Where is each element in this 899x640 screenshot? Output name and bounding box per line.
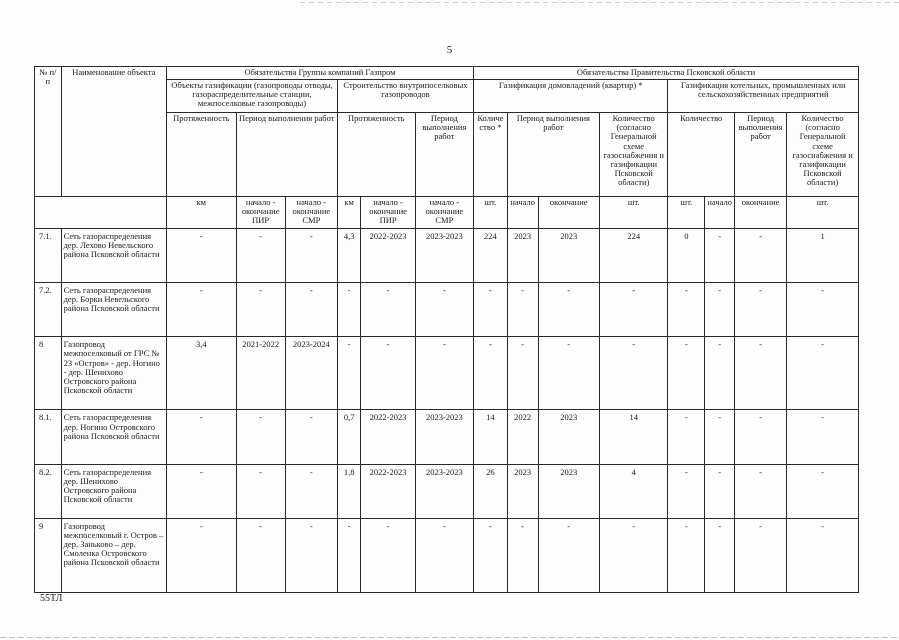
row-number: 8 bbox=[35, 337, 62, 410]
data-cell: - bbox=[167, 464, 237, 518]
data-cell: - bbox=[735, 410, 787, 464]
unit-cell: окончание bbox=[735, 197, 787, 229]
table-header bbox=[35, 67, 859, 229]
data-cell: - bbox=[668, 464, 705, 518]
table-row bbox=[35, 410, 859, 464]
data-cell: - bbox=[705, 229, 735, 283]
header-length-2: Протяженность bbox=[337, 113, 415, 197]
data-cell: 224 bbox=[599, 229, 668, 283]
data-cell: - bbox=[599, 518, 668, 592]
data-cell: - bbox=[735, 464, 787, 518]
header-name: Наименование объекта bbox=[61, 67, 166, 197]
unit-cell: шт. bbox=[787, 197, 859, 229]
data-cell: - bbox=[337, 283, 361, 337]
data-cell: - bbox=[236, 410, 285, 464]
unit-cell: начало bbox=[507, 197, 538, 229]
unit-cell: шт. bbox=[474, 197, 508, 229]
table-row bbox=[35, 283, 859, 337]
data-cell: 2023 bbox=[507, 229, 538, 283]
data-cell: - bbox=[787, 337, 859, 410]
data-cell: - bbox=[668, 410, 705, 464]
data-cell: - bbox=[705, 464, 735, 518]
data-cell: - bbox=[285, 410, 337, 464]
table-row bbox=[35, 229, 859, 283]
object-name: Сеть газораспределения дер. Лехово Невельского района Псковской области bbox=[61, 229, 166, 283]
data-cell: - bbox=[668, 283, 705, 337]
data-cell: 3,4 bbox=[167, 337, 237, 410]
header-period-3: Период выполнения работ bbox=[507, 113, 599, 197]
row-number: 7.2. bbox=[35, 283, 62, 337]
data-cell: - bbox=[735, 337, 787, 410]
data-cell: - bbox=[787, 464, 859, 518]
data-cell: - bbox=[705, 283, 735, 337]
data-cell: - bbox=[167, 229, 237, 283]
data-cell: - bbox=[361, 518, 415, 592]
units-blank bbox=[35, 197, 167, 229]
data-cell: - bbox=[538, 337, 599, 410]
data-cell: - bbox=[415, 337, 473, 410]
header-gas-objects: Объекты газификации (газопроводы отводы, газораспределительные станции, межпоселковые газопроводы) bbox=[167, 80, 338, 113]
header-boiler-gasification: Газификация котельных, промышленных или сельскохозяйственных предприятий bbox=[668, 80, 859, 113]
data-cell: - bbox=[236, 464, 285, 518]
data-cell: - bbox=[285, 518, 337, 592]
header-period-4: Период выполнения работ bbox=[735, 113, 787, 197]
unit-cell: окончание bbox=[538, 197, 599, 229]
data-cell: - bbox=[538, 518, 599, 592]
scan-edge-bottom bbox=[0, 637, 899, 638]
data-cell: 2023 bbox=[507, 464, 538, 518]
data-cell: 2021-2022 bbox=[236, 337, 285, 410]
data-cell: - bbox=[787, 283, 859, 337]
data-cell: 1,8 bbox=[337, 464, 361, 518]
data-cell: - bbox=[285, 229, 337, 283]
data-cell: - bbox=[167, 283, 237, 337]
data-cell: - bbox=[705, 410, 735, 464]
footer-code: 55ТЛ bbox=[40, 593, 63, 604]
unit-cell: км bbox=[337, 197, 361, 229]
header-quantity-2: Количество bbox=[668, 113, 735, 197]
header-household-gasification: Газификация домовладений (квартир) * bbox=[474, 80, 668, 113]
unit-cell: начало - окончание ПИР bbox=[361, 197, 415, 229]
data-cell: 1 bbox=[787, 229, 859, 283]
data-cell: - bbox=[787, 518, 859, 592]
data-cell: - bbox=[705, 518, 735, 592]
data-cell: - bbox=[507, 283, 538, 337]
data-cell: - bbox=[474, 337, 508, 410]
data-cell: 2023 bbox=[538, 464, 599, 518]
unit-cell: шт. bbox=[599, 197, 668, 229]
data-cell: 2022-2023 bbox=[361, 410, 415, 464]
data-cell: - bbox=[507, 337, 538, 410]
data-cell: - bbox=[167, 410, 237, 464]
header-pskov-government: Обязательства Правительства Псковской области bbox=[474, 67, 859, 80]
row-number: 8.1. bbox=[35, 410, 62, 464]
data-cell: - bbox=[236, 229, 285, 283]
data-cell: 14 bbox=[599, 410, 668, 464]
data-cell: 2023 bbox=[538, 410, 599, 464]
data-cell: - bbox=[167, 518, 237, 592]
object-name: Сеть газораспределения дер. Борки Невельского района Псковской области bbox=[61, 283, 166, 337]
data-cell: - bbox=[236, 283, 285, 337]
data-cell: 2023 bbox=[538, 229, 599, 283]
data-cell: - bbox=[538, 283, 599, 337]
table-row bbox=[35, 337, 859, 410]
header-gazprom-group: Обязательства Группы компаний Газпром bbox=[167, 67, 474, 80]
data-cell: - bbox=[415, 283, 473, 337]
data-cell: - bbox=[337, 337, 361, 410]
data-cell: - bbox=[361, 337, 415, 410]
header-internal-pipelines: Строительство внутрипоселковых газопроводов bbox=[337, 80, 473, 113]
unit-cell: начало - окончание СМР bbox=[415, 197, 473, 229]
header-period-1: Период выполнения работ bbox=[236, 113, 337, 197]
row-number: 8.2. bbox=[35, 464, 62, 518]
data-cell: 2022 bbox=[507, 410, 538, 464]
data-cell: 224 bbox=[474, 229, 508, 283]
unit-cell: шт. bbox=[668, 197, 705, 229]
data-cell: - bbox=[787, 410, 859, 464]
table-row bbox=[35, 518, 859, 592]
obligations-table bbox=[34, 66, 859, 593]
object-name: Газопровод межпоселковый г. Остров – дер. Заньково – дер. Смоленка Островского района Псковской области bbox=[61, 518, 166, 592]
data-cell: - bbox=[735, 518, 787, 592]
data-cell: - bbox=[599, 283, 668, 337]
data-cell: - bbox=[507, 518, 538, 592]
data-cell: - bbox=[735, 229, 787, 283]
data-cell: 2023-2023 bbox=[415, 410, 473, 464]
data-cell: 26 bbox=[474, 464, 508, 518]
data-cell: - bbox=[599, 337, 668, 410]
unit-cell: км bbox=[167, 197, 237, 229]
unit-cell: начало - окончание ПИР bbox=[236, 197, 285, 229]
data-cell: 4,3 bbox=[337, 229, 361, 283]
data-cell: 2022-2023 bbox=[361, 464, 415, 518]
data-cell: 4 bbox=[599, 464, 668, 518]
data-cell: - bbox=[668, 518, 705, 592]
header-num: № п/п bbox=[35, 67, 62, 197]
page-number: 5 bbox=[446, 44, 453, 56]
row-number: 9 bbox=[35, 518, 62, 592]
data-cell: - bbox=[285, 283, 337, 337]
data-cell: - bbox=[735, 283, 787, 337]
data-cell: - bbox=[415, 518, 473, 592]
data-cell: - bbox=[337, 518, 361, 592]
data-cell: 2023-2024 bbox=[285, 337, 337, 410]
data-cell: 0,7 bbox=[337, 410, 361, 464]
header-quantity-1: Количество * bbox=[474, 113, 508, 197]
header-period-2: Период выполнения работ bbox=[415, 113, 473, 197]
data-cell: - bbox=[285, 464, 337, 518]
header-quantity-scheme-1: Количество (согласно Генеральной схеме газоснабжения и газификации Псковской области) bbox=[599, 113, 668, 197]
data-cell: - bbox=[474, 283, 508, 337]
table-body bbox=[35, 229, 859, 593]
table-row bbox=[35, 464, 859, 518]
data-cell: 2023-2023 bbox=[415, 464, 473, 518]
data-cell: - bbox=[668, 337, 705, 410]
data-cell: - bbox=[236, 518, 285, 592]
data-cell: - bbox=[705, 337, 735, 410]
row-number: 7.1. bbox=[35, 229, 62, 283]
object-name: Сеть газораспределения дер. Шенихово Островского района Псковской области bbox=[61, 464, 166, 518]
data-cell: 2023-2023 bbox=[415, 229, 473, 283]
data-cell: - bbox=[474, 518, 508, 592]
header-quantity-scheme-2: Количество (согласно Генеральной схеме газоснабжения и газификации Псковской области) bbox=[787, 113, 859, 197]
object-name: Газопровод межпоселковый от ГРС № 23 «Остров» - дер. Ногино - дер. Шенихово Островского района Псковской области bbox=[61, 337, 166, 410]
data-cell: 0 bbox=[668, 229, 705, 283]
data-cell: - bbox=[361, 283, 415, 337]
header-length-1: Протяженность bbox=[167, 113, 237, 197]
unit-cell: начало - окончание СМР bbox=[285, 197, 337, 229]
scan-edge-top bbox=[300, 2, 899, 3]
data-cell: 2022-2023 bbox=[361, 229, 415, 283]
data-cell: 14 bbox=[474, 410, 508, 464]
object-name: Сеть газораспределения дер. Ногино Островского района Псковской области bbox=[61, 410, 166, 464]
unit-cell: начало bbox=[705, 197, 735, 229]
